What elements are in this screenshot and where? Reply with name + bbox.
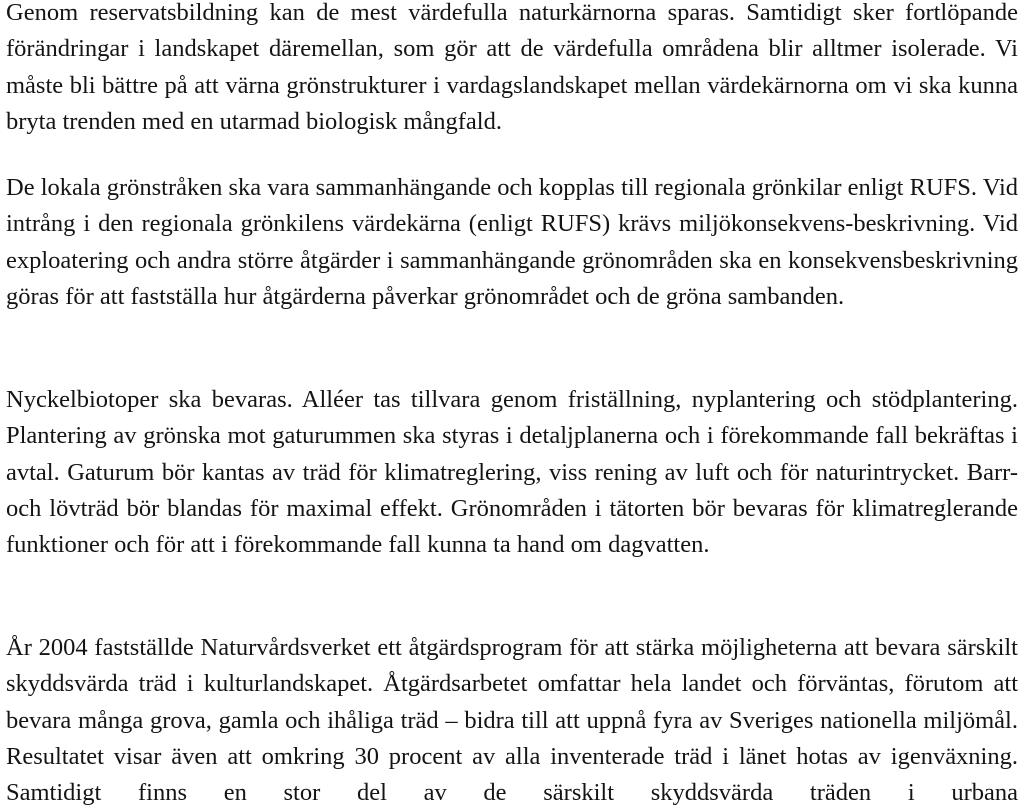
paragraph-gronstraken: De lokala grönstråken ska vara sammanhängande och kopplas till regionala grönkilar enligt RUFS. Vid intrång i den regionala grönkilens värdekärna (enligt RUFS) krävs miljökonsekvens-beskrivning. Vid exploatering och andra större åtgärder i sammanhängande grönområden ska en konsekvensbeskrivning göras för att fastställa hur åtgärderna påverkar grönområdet och de gröna sambanden. <box>6 174 1018 310</box>
paragraph-atgardsprogram: År 2004 fastställde Naturvårdsverket ett åtgärdsprogram för att stärka möjligheterna att bevara särskilt skyddsvärda träd i kulturlandskapet. Åtgärdsarbetet omfattar hela landet och förväntas, förutom att bevara många grova, gamla och ihåliga träd – bidra till att uppnå fyra av Sveriges nationella miljömål. Resultatet visar även att omkring 30 procent av alla inventerade träd i länet hotas av igenväxning. Samtidigt finns en stor del av de särskilt skyddsvärda träden i urbana <box>6 634 1018 807</box>
paragraph-nyckelbiotoper: Nyckelbiotoper ska bevaras. Alléer tas tillvara genom friställning, nyplantering och stödplantering. Plantering av grönska mot gaturummen ska styras i detaljplanerna och i förekommande fall bekräftas i avtal. Gaturum bör kantas av träd för klimatreglering, viss rening av luft och för naturintrycket. Barr- och lövträd bör blandas för maximal effekt. Grönområden i tätorten bör bevaras för klimatreglerande funktioner och för att i förekommande fall kunna ta hand om dagvatten. <box>6 386 1018 559</box>
paragraph-reservat: Genom reservatsbildning kan de mest värdefulla naturkärnorna sparas. Samtidigt sker fortlöpande förändringar i landskapet däremellan, som gör att de värdefulla områdena blir alltmer isolerade. Vi måste bli bättre på att värna grönstrukturer i vardagslandskapet mellan värdekärnorna om vi ska kunna bryta trenden med en utarmad biologisk mångfald. <box>6 0 1018 135</box>
